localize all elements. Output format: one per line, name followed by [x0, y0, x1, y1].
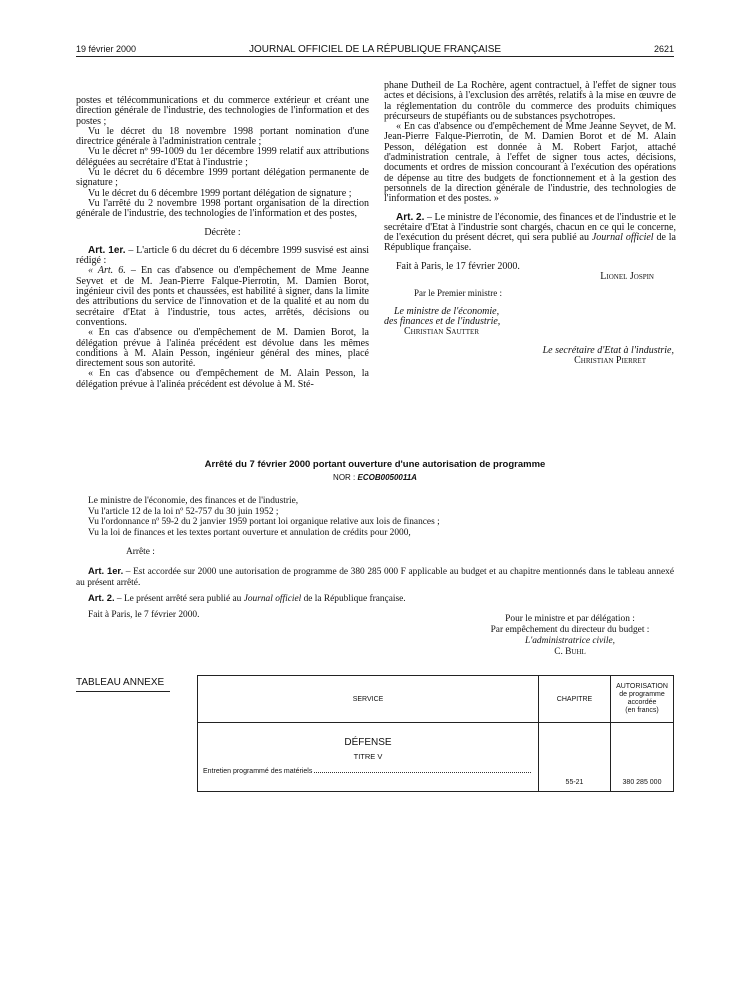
article-text: de la République française. [301, 594, 406, 605]
signature-jospin: Lionel Jospin [600, 271, 654, 283]
signature-line: Pour le ministre et par délégation : [505, 614, 635, 624]
minister-title: Le ministre de l'économie, [394, 305, 500, 317]
article-label: Art. 2. [88, 592, 115, 604]
article-text: – Le présent arrêté sera publié au [114, 594, 244, 605]
paragraph: Vu le décret nº 99-1009 du 1er décembre 1999 relatif aux attributions déléguées au secrétaire d'Etat à l'industrie ; [76, 146, 369, 168]
paragraph: phane Dutheil de La Rochère, agent contractuel, à l'effet de signer tous actes et décisions, à l'exclusion des arrêtés, relatifs à la mise en œuvre de la réglementation du contrôle du commerce des produits chimiques précurseurs de stupéfiants ou de substances psychotropes. [384, 80, 676, 122]
fait-a-paris: Fait à Paris, le 7 février 2000. [88, 609, 200, 620]
quote-paragraph: « En cas d'absence ou d'empêchement de M. Damien Borot, la délégation prévue à l'alinéa précédent est dévolue dans les mêmes conditions à M. Alain Pesson, ingénieur général des mines, placé directement sous son autorité. [76, 327, 369, 370]
secretary-title: Le secrétaire d'Etat à l'industrie, [542, 344, 674, 356]
par-premier-ministre: Par le Premier ministre : [414, 288, 502, 299]
journal-ref: Journal officiel [243, 594, 302, 605]
article-label: Art. 1er. [88, 244, 126, 256]
annexe-rule [76, 691, 170, 692]
header-rule [76, 56, 674, 57]
article-label: Art. 2. [396, 211, 425, 223]
article-1 [76, 246, 369, 267]
article-2 [76, 593, 674, 605]
header-line: de programme [619, 691, 665, 698]
nor-code: ECOB0050011A [357, 473, 417, 482]
arrete-title: Arrêté du 7 février 2000 portant ouverture d'une autorisation de programme [204, 459, 546, 470]
fait-a-paris: Fait à Paris, le 17 février 2000. [396, 260, 520, 272]
header-line: accordée [627, 699, 657, 706]
header-chapitre: CHAPITRE [539, 676, 611, 723]
signature-pierret: Christian Pierret [574, 354, 646, 366]
article-text: – Le ministre de l'économie, des finances et de l'industrie et le secrétaire d'Etat à l'industrie sont chargés, chacun en ce qui le concerne, de l'exécution du présent décret, qui sera publié au [384, 211, 676, 244]
annexe-label: TABLEAU ANNEXE [76, 677, 165, 688]
nor-reference [76, 473, 674, 482]
leader-dots [314, 768, 531, 773]
paragraph: Le ministre de l'économie, des finances et de l'industrie, [88, 496, 299, 506]
signature-name: C. Buhl [554, 647, 586, 657]
article-text: – L'article 6 du décret du 6 décembre 1999 susvisé est ainsi rédigé : [76, 244, 369, 267]
paragraph: Vu le décret du 18 novembre 1998 portant nomination d'une directrice générale à l'administration centrale ; [76, 125, 369, 148]
journal-title: JOURNAL OFFICIEL DE LA RÉPUBLIQUE FRANÇAISE [248, 44, 502, 55]
page-number: 2621 [653, 44, 674, 54]
journal-ref: Journal officiel [591, 232, 654, 244]
article-text: de la République française. [384, 232, 676, 254]
signature-title: L'administratrice civile, [524, 636, 615, 646]
paragraph: Vu le décret du 6 décembre 1999 portant délégation de signature ; [88, 187, 352, 199]
article-label: Art. 1er. [88, 564, 124, 576]
quote-label: « Art. 6. [88, 265, 126, 277]
header-line: AUTORISATION [616, 683, 668, 690]
row-label-text: Entretien programmé des matériels [203, 768, 313, 775]
paragraph: Vu l'arrêté du 2 novembre 1998 portant organisation de la direction générale de l'industrie, des technologies de l'information et des postes, [76, 197, 369, 220]
cell-chapitre: 55-21 [539, 723, 611, 792]
header-line: (en francs) [625, 707, 659, 714]
paragraph: Vu l'ordonnance nº 59-2 du 2 janvier 1959 portant loi organique relative aux lois de finances ; [88, 517, 440, 528]
left-column [76, 96, 369, 390]
arrete-signature [470, 614, 670, 658]
paragraph: postes et télécommunications et du commerce extérieur et créant une direction générale de l'industrie, des technologies de l'information et des postes ; [76, 95, 369, 127]
section-defense: DÉFENSE [344, 737, 392, 748]
cell-value: 380 285 000 [611, 723, 674, 792]
quote-text: – En cas d'absence ou d'empêchement de Mme Jeanne Seyvet et de M. Jean-Pierre Falque-Pierrotin, M. Damien Borot, ingénieur civil des ponts et chaussées, est habilité à signer, dans la limite des attributions du service de l'innovation et de la qualité et au nom du secrétaire d'Etat à l'industrie, tous actes, arrêtés, décisions ou conventions. [76, 265, 369, 328]
header-service: SERVICE [198, 676, 539, 723]
paragraph: Vu l'article 12 de la loi nº 52-757 du 30 juin 1952 ; [88, 506, 279, 517]
paragraph: Vu la loi de finances et les textes portant ouverture et annulation de crédits pour 2000, [88, 527, 411, 538]
right-column [384, 81, 676, 366]
minister-title: des finances et de l'industrie, [384, 315, 501, 327]
article-2 [384, 213, 676, 254]
signature-sautter: Christian Sautter [404, 326, 480, 338]
decrete-heading: Décrète : [204, 226, 241, 238]
paragraph: Vu le décret du 6 décembre 1999 portant délégation permanente de signature ; [76, 167, 369, 189]
signature-line: Par empêchement du directeur du budget : [490, 625, 650, 635]
article-1 [76, 566, 674, 588]
table-row [198, 723, 674, 792]
row-label [199, 768, 537, 775]
quote-paragraph: « En cas d'absence ou d'empêchement de M. Alain Pesson, la délégation prévue à l'alinéa précédent est dévolue à M. Sté- [76, 368, 369, 390]
header-autorisation [611, 676, 674, 723]
article-text: – Est accordée sur 2000 une autorisation de programme de 380 285 000 F applicable au budget et au chapitre mentionnés dans le tableau annexé au présent arrêté. [76, 566, 674, 588]
table-header-row [198, 676, 674, 723]
header-date: 19 février 2000 [76, 44, 137, 54]
nor-label: NOR : [333, 473, 358, 482]
arrete-body [76, 496, 674, 620]
paragraph: « En cas d'absence ou d'empêchement de Mme Jeanne Seyvet, de M. Jean-Pierre Falque-Pierrotin, de M. Damien Borot et de M. Alain Pesson, délégation est donnée à M. Robert Farjot, attaché d'administration centrale, à l'effet de signer tous actes, décisions, documents et ordres de mission concourant à l'exécution des opérations de dépense au titre des budgets de fonctionnement et à la gestion des personnels de la direction générale de l'industrie, des technologies de l'information et des postes. » [384, 121, 676, 205]
annexe-table [197, 675, 674, 792]
arrete-heading: Arrête : [126, 547, 155, 558]
cell-service [198, 723, 539, 792]
titre-label: TITRE V [353, 752, 383, 761]
quote-paragraph [76, 266, 369, 328]
